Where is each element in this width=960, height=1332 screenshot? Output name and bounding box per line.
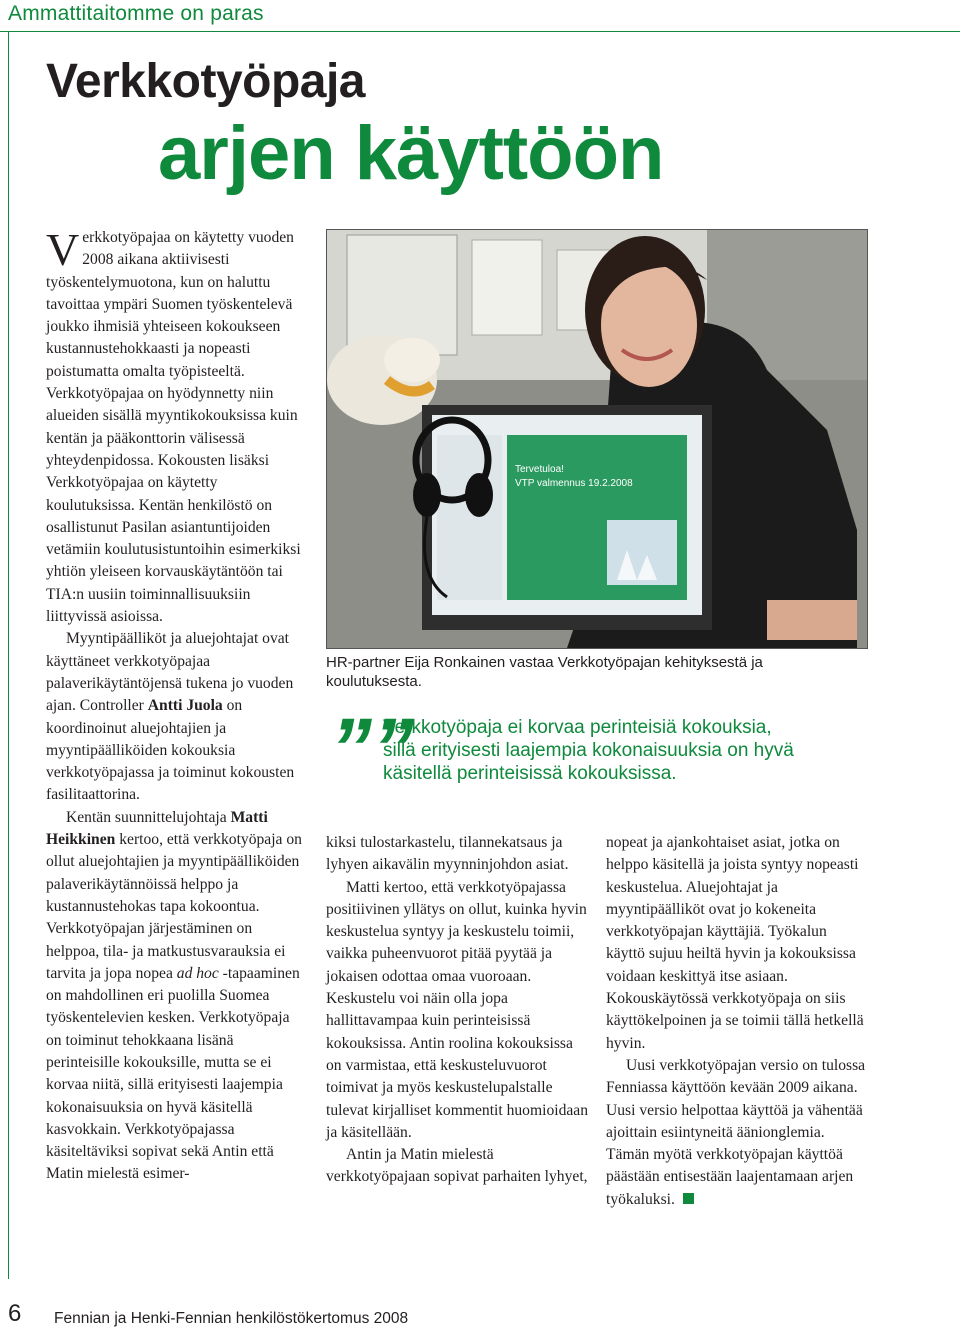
photo-caption: HR-partner Eija Ronkainen vastaa Verkkotyöpajan kehityksestä ja koulutuksesta. [326, 654, 763, 690]
article-title-line2: arjen käyttöön [158, 111, 664, 196]
side-rule [8, 31, 9, 1279]
paragraph: Matti kertoo, että verkkotyöpajassa positiivinen yllätys on ollut, kuinka hyvin keskustelua syntyy ja keskustelu toimii, vaikka puheenvuorot pitää pyytää ja jokaisen odottaa omaa vuoroaan. Keskustelu voi näin olla jopa hallittavampaa kuin perinteisissä kokouksissa. Antin roolina kokouksissa on varmistaa, että keskusteluvuorot toimivat ja myös keskustelupalstalle tulevat kirjalliset kommentit huomioidaan ja käsitellään. [326, 878, 589, 1141]
article-column-3 [606, 832, 868, 1211]
screen-event-text: VTP valmennus 19.2.2008 [515, 478, 633, 489]
person-name: Matti Heikkinen [46, 808, 268, 849]
paragraph-text: Myyntipäälliköt ja aluejohtajat ovat käyttäneet verkkotyöpajaa palaverikäytäntöjensä tukena jo vuoden ajan. Controller [46, 630, 294, 715]
pull-quote: Verkkotyöpaja ei korvaa perinteisiä kokouksia, sillä erityisesti laajempia kokonaisuuksia on hyvä käsitellä perinteisissä kokouksissa. [383, 717, 794, 784]
article-title-line1: Verkkotyöpaja [46, 55, 365, 108]
article-photo [326, 229, 868, 649]
publication-title: Fennian ja Henki-Fennian henkilöstökertomus 2008 [54, 1310, 409, 1327]
drop-cap: V [46, 224, 80, 275]
paragraph-text: Kentän suunnittelujohtaja [66, 808, 231, 826]
paragraph-text: Uusi verkkotyöpajan versio on tulossa Fenniassa käyttöön kevään 2009 aikana. Uusi versio helpottaa käyttöä ja vähentää ajoittain esiintyneitä äänionglemia. Tämän myötä verkkotyöpajan käyttöä päästään entisestään laajentamaan arjen työkaluksi. [606, 1056, 866, 1208]
header-rule [0, 31, 960, 32]
page-number: 6 [8, 1300, 22, 1327]
end-of-article-icon [683, 1193, 694, 1204]
article-column-2 [326, 832, 588, 1189]
person-name: Antti Juola [147, 697, 223, 715]
paragraph [46, 224, 308, 628]
paragraph [46, 807, 308, 1186]
paragraph: Antin ja Matin mielestä verkkotyöpajaan sopivat parhaiten lyhyet, [326, 1146, 588, 1186]
paragraph: kiksi tulostarkastelu, tilannekatsaus ja lyhyen aikavälin myynninjohdon asiat. [326, 834, 569, 874]
paragraph-text: -tapaaminen on mahdollinen eri puolilla Suomea työskentelevien kesken. Verkkotyöpaja on toiminut tehokkaana lisänä perinteisille kokouksille, mutta se ei korvaa niitä, sillä erityisesti laajempia kokonaisuuksia on hyvä käsitellä kasvokkain. Verkkotyöpajassa käsiteltäviksi sopivat sekä Antin että Matin mielestä esimer- [46, 964, 300, 1183]
section-label: Ammattitaitomme on paras [8, 2, 264, 25]
paragraph-text: on koordinoinut aluejohtajien ja myyntipäälliköiden kokouksia verkkotyöpajassa ja toiminut kokousten fasilitaattorina. [46, 697, 295, 804]
photo-illustration [327, 230, 867, 648]
article-column-1 [46, 224, 308, 1186]
paragraph [46, 628, 308, 806]
quote-mark-icon: ”” [330, 701, 414, 795]
italic-term: ad hoc [176, 964, 219, 982]
paragraph-text: erkkotyöpajaa on käytetty vuoden 2008 aikana aktiivisesti työskentelymuotona, kun on haluttu tavoittaa ympäri Suomen työskentelevä joukko ihmisiä yhteiseen kokoukseen kustannustehokkaasti ja nopeasti poistumatta omalta työpisteeltä. Verkkotyöpajaa on hyödynnetty niin alueiden sisällä myyntikokouksissa kuin kentän ja pääkonttorin välisessä yhteydenpidossa. Kokousten lisäksi Verkkotyöpajaa on käytetty koulutuksissa. Kentän henkilöstö on osallistunut Pasilan asiantuntijoiden vetämiin koulutusistuntoihin esimerkiksi yhtiön yleiseen korvauskäytäntöön tai TIA:n uusiin toiminnallisuuksiin liittyvissä asioissa. [46, 229, 301, 626]
screen-welcome-text: Tervetuloa! [515, 464, 564, 475]
paragraph-text: kertoo, että verkkotyöpaja on ollut aluejohtajien ja myyntipäälliköiden palaverikäytännöissä helppo ja kustannustehokas tapa kokoontua. Verkkotyöpajan järjestäminen on helppoa, tila- ja matkustusvarauksia ei tarvita ja jopa nopea [46, 831, 302, 982]
paragraph: nopeat ja ajankohtaiset asiat, jotka on helppo käsitellä ja joista syntyy nopeasti keskustelua. Aluejohtajat ja myyntipäälliköt ovat jo kokeneita verkkotyöpajan käyttäjiä. Työkalun käyttö sujuu heiltä hyvin ja kokouksissa voidaan keskittyä itse asiaan. Kokouskäytössä verkkotyöpaja on siis käyttökelpoinen ja se toimii tällä hetkellä hyvin. [606, 834, 864, 1052]
paragraph [606, 1055, 868, 1211]
